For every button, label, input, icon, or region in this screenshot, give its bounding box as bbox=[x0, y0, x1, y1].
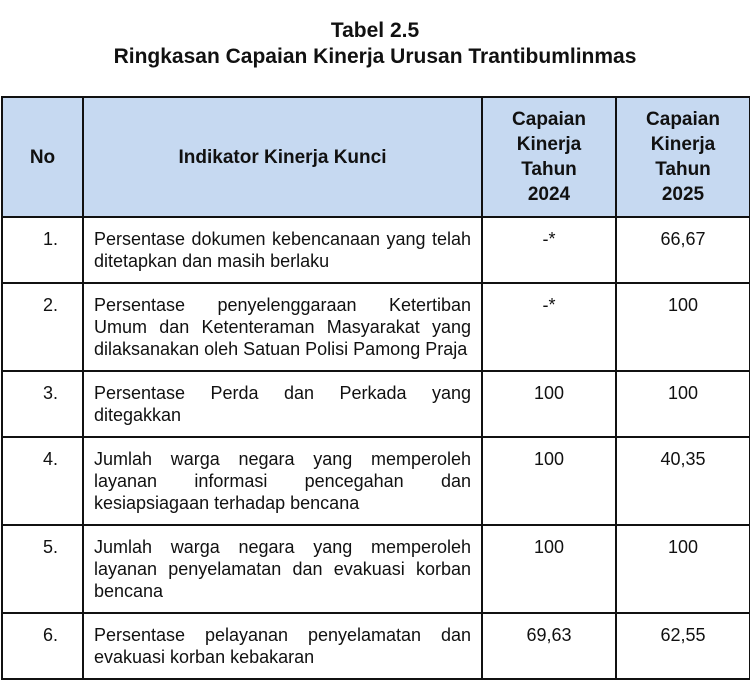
row-value-2025: 62,55 bbox=[616, 613, 750, 679]
header-row bbox=[2, 97, 750, 217]
header-no: No bbox=[2, 97, 83, 217]
header-indikator: Indikator Kinerja Kunci bbox=[83, 97, 482, 217]
header-2025-line: Tahun bbox=[655, 159, 711, 180]
row-value-2025: 100 bbox=[616, 371, 750, 437]
row-indikator: Jumlah warga negara yang memperoleh layanan penyelamatan dan evakuasi korban bencana bbox=[83, 525, 482, 613]
row-indikator: Jumlah warga negara yang memperoleh layanan informasi pencegahan dan kesiapsiagaan terhadap bencana bbox=[83, 437, 482, 525]
row-indikator: Persentase penyelenggaraan Ketertiban Umum dan Ketenteraman Masyarakat yang dilaksanakan oleh Satuan Polisi Pamong Praja bbox=[83, 283, 482, 371]
table-row bbox=[2, 371, 750, 437]
table-row bbox=[2, 525, 750, 613]
row-number: 4. bbox=[2, 437, 83, 525]
row-number: 1. bbox=[2, 217, 83, 283]
table-row bbox=[2, 283, 750, 371]
row-value-2024: 100 bbox=[482, 371, 616, 437]
table-row bbox=[2, 613, 750, 679]
header-2025-line: Capaian bbox=[646, 109, 720, 130]
row-value-2024: -* bbox=[482, 283, 616, 371]
header-2024 bbox=[482, 97, 616, 217]
header-2024-line: 2024 bbox=[527, 184, 571, 205]
table-row bbox=[2, 437, 750, 525]
row-number: 5. bbox=[2, 525, 83, 613]
table-number: Tabel 2.5 bbox=[330, 19, 420, 42]
row-value-2024: -* bbox=[482, 217, 616, 283]
row-number: 6. bbox=[2, 613, 83, 679]
row-indikator: Persentase Perda dan Perkada yang ditegakkan bbox=[83, 371, 482, 437]
row-number: 3. bbox=[2, 371, 83, 437]
row-value-2025: 40,35 bbox=[616, 437, 750, 525]
header-2024-line: Capaian bbox=[512, 109, 586, 130]
table-title: Ringkasan Capaian Kinerja Urusan Trantibumlinmas bbox=[113, 45, 637, 68]
header-2025 bbox=[616, 97, 750, 217]
table-caption bbox=[0, 18, 750, 70]
row-indikator: Persentase pelayanan penyelamatan dan evakuasi korban kebakaran bbox=[83, 613, 482, 679]
header-2025-line: 2025 bbox=[661, 184, 705, 205]
row-value-2024: 100 bbox=[482, 525, 616, 613]
row-indikator: Persentase dokumen kebencanaan yang telah ditetapkan dan masih berlaku bbox=[83, 217, 482, 283]
row-number: 2. bbox=[2, 283, 83, 371]
header-2024-line: Tahun bbox=[521, 159, 577, 180]
row-value-2025: 100 bbox=[616, 525, 750, 613]
row-value-2024: 100 bbox=[482, 437, 616, 525]
row-value-2024: 69,63 bbox=[482, 613, 616, 679]
row-value-2025: 66,67 bbox=[616, 217, 750, 283]
row-value-2025: 100 bbox=[616, 283, 750, 371]
header-2025-line: Kinerja bbox=[650, 134, 716, 155]
performance-table bbox=[1, 96, 750, 680]
table-row bbox=[2, 217, 750, 283]
header-2024-line: Kinerja bbox=[516, 134, 582, 155]
